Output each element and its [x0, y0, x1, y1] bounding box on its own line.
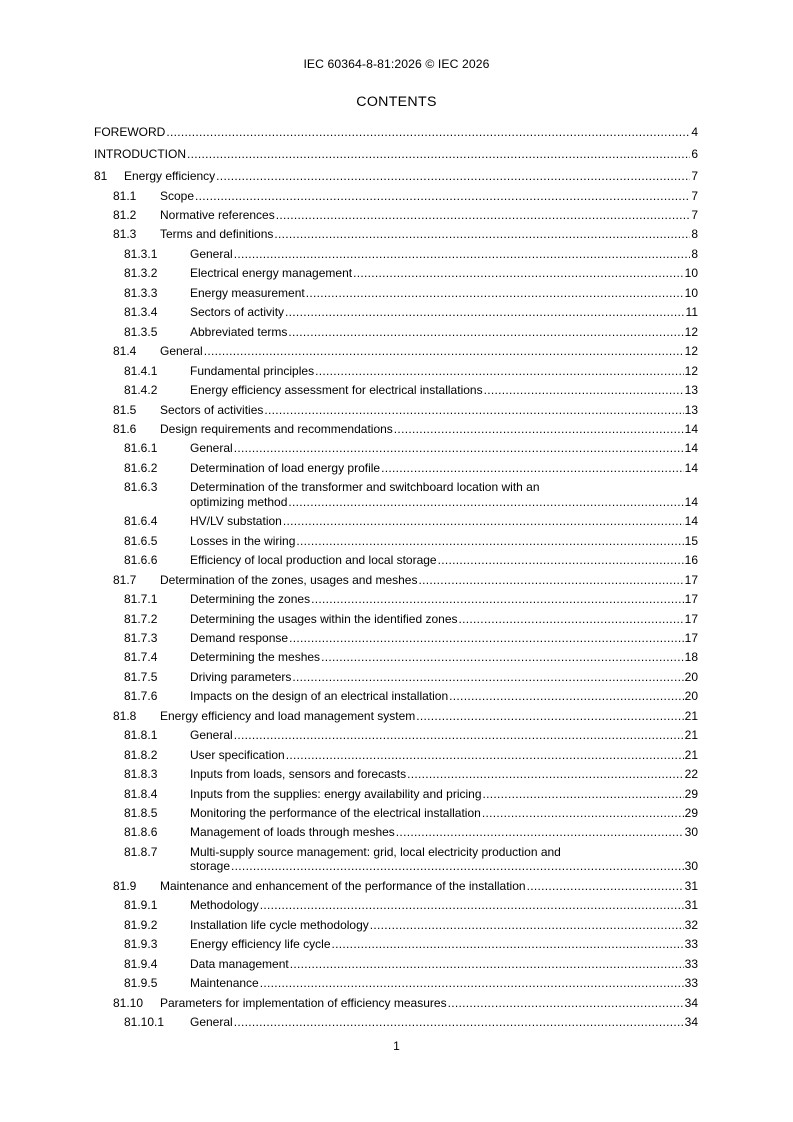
toc-entry-title: Determination of the zones, usages and meshes [160, 572, 418, 587]
toc-entry-title: Data management [190, 956, 289, 971]
toc-entry-number: 81.9 [113, 878, 137, 893]
toc-entry-number: 81.6.6 [124, 553, 158, 568]
toc-entry-title: Monitoring the performance of the electrical installation [190, 806, 481, 820]
toc-entry-title: INTRODUCTION [94, 147, 186, 162]
toc-leader-dots [381, 461, 684, 475]
toc-leader-dots [332, 937, 684, 951]
toc-leader-dots [418, 573, 683, 587]
toc-leader-dots [296, 534, 683, 548]
toc-entry-page: 33 [684, 937, 698, 952]
toc-entry-number: 81.8.6 [124, 825, 158, 840]
toc-leader-dots [527, 879, 684, 893]
toc-entry-number: 81.7.5 [124, 669, 158, 684]
toc-leader-dots [234, 441, 684, 455]
toc-entry-number: 81.8.1 [124, 728, 158, 743]
toc-entry-number: 81.7.2 [124, 611, 158, 626]
toc-leader-dots [448, 996, 684, 1010]
toc-entry-title: Scope [160, 188, 195, 203]
toc-entry-page: 6 [691, 147, 698, 162]
toc-leader-dots [283, 514, 684, 528]
toc-entry-title: Fundamental principles [190, 363, 315, 378]
toc-entry-title: Determining the usages within the identified zones [190, 611, 458, 626]
toc-entry-number: 81.10 [113, 995, 144, 1010]
toc-entry-number: 81.7.1 [124, 592, 158, 607]
toc-leader-dots [321, 650, 684, 664]
toc-entry-title: Energy measurement [190, 285, 305, 300]
toc-entry-title: Energy efficiency [124, 169, 216, 184]
toc-entry-page: 21 [684, 747, 698, 762]
toc-entry-title: General [190, 441, 233, 456]
toc-entry-title: Sectors of activity [190, 305, 285, 320]
page-number: 1 [393, 1039, 400, 1053]
toc-entry-page: 17 [684, 611, 698, 626]
toc-entry-number: 81.8.3 [124, 767, 158, 782]
toc-leader-dots [234, 247, 691, 261]
toc-entry-title-continued: storage [190, 859, 231, 874]
toc-entry-page: 14 [684, 514, 698, 529]
toc-entry-title: Management of loads through meshes [190, 825, 395, 840]
toc-entry-title: Maintenance [190, 976, 259, 991]
toc-leader-dots [285, 305, 685, 319]
toc-entry-title: Inputs from the supplies: energy availability and pricing [190, 786, 482, 801]
toc-entry-number: 81.8.7 [124, 844, 158, 859]
toc-leader-dots [311, 592, 684, 606]
toc-entry-page: 8 [691, 246, 698, 261]
toc-leader-dots [459, 612, 684, 626]
toc-leader-dots [394, 422, 684, 436]
toc-entry-page: 12 [684, 363, 698, 378]
toc-entry-title: General [190, 246, 233, 261]
toc-entry-title: Impacts on the design of an electrical installation [190, 689, 449, 704]
toc-entry-number: 81.7.4 [124, 650, 158, 665]
toc-entry-title: Energy efficiency life cycle [190, 937, 331, 952]
toc-leader-dots [416, 709, 683, 723]
toc-leader-dots [482, 806, 684, 820]
toc-entry-page: 14 [684, 421, 698, 436]
toc-entry-title: Efficiency of local production and local storage [190, 553, 437, 568]
toc-leader-dots [353, 266, 684, 280]
toc-leader-dots [288, 495, 683, 509]
toc-leader-dots [166, 125, 690, 139]
toc-entry-number: 81.4.1 [124, 363, 158, 378]
toc-leader-dots [187, 147, 690, 161]
toc-leader-dots [204, 344, 684, 358]
toc-entry-number: 81.6 [113, 421, 137, 436]
toc-entry-page: 14 [684, 460, 698, 475]
toc-leader-dots [260, 898, 684, 912]
toc-entry-title: Parameters for implementation of efficiency measures [160, 995, 447, 1010]
toc-leader-dots [289, 631, 684, 645]
toc-leader-dots [315, 364, 684, 378]
toc-leader-dots [306, 286, 684, 300]
toc-entry-page: 11 [685, 305, 698, 320]
toc-entry-page: 17 [684, 572, 698, 587]
toc-entry-title: Driving parameters [190, 669, 292, 684]
toc-leader-dots [286, 748, 684, 762]
toc-entry-number: 81.6.5 [124, 533, 158, 548]
toc-entry-page: 13 [684, 383, 698, 398]
toc-entry-number: 81.7 [113, 572, 137, 587]
toc-entry-page: 32 [684, 917, 698, 932]
toc-entry-number: 81.9.3 [124, 937, 158, 952]
toc-entry-title: Terms and definitions [160, 227, 274, 242]
toc-entry-page: 14 [684, 441, 698, 456]
toc-leader-dots [276, 208, 691, 222]
toc-entry-page: 7 [691, 208, 698, 222]
toc-entry-number: 81.9.2 [124, 917, 158, 932]
toc-entry-page: 29 [684, 806, 698, 820]
contents-title: CONTENTS [356, 94, 437, 110]
toc-entry-number: 81.2 [113, 208, 137, 222]
toc-entry-number: 81.10.1 [124, 1015, 165, 1029]
toc-entry-page: 12 [684, 344, 698, 359]
toc-entry-title: Energy efficiency and load management system [160, 708, 416, 723]
toc-leader-dots [288, 325, 683, 339]
toc-entry-page: 33 [684, 956, 698, 971]
toc-leader-dots [370, 918, 684, 932]
toc-entry-number: 81 [94, 169, 108, 184]
toc-entry-number: 81.3.5 [124, 324, 158, 339]
toc-entry-title: Sectors of activities [160, 402, 264, 417]
toc-entry-page: 13 [684, 402, 698, 417]
toc-entry-number: 81.4.2 [124, 383, 158, 398]
toc-entry-number: 81.6.2 [124, 460, 158, 475]
toc-entry-number: 81.3.4 [124, 305, 158, 320]
toc-leader-dots [216, 169, 690, 183]
toc-entry-page: 22 [684, 767, 698, 782]
toc-entry-number: 81.3.3 [124, 285, 158, 300]
toc-entry-title: Demand response [190, 630, 289, 645]
toc-leader-dots [234, 728, 684, 742]
toc-entry-title: Energy efficiency assessment for electrical installations [190, 383, 483, 398]
toc-entry-number: 81.9.4 [124, 956, 158, 971]
toc-entry-title: General [190, 728, 233, 743]
toc-entry-title: Inputs from loads, sensors and forecasts [190, 767, 407, 782]
toc-entry-title: Normative references [160, 208, 275, 222]
toc-entry-page: 12 [684, 324, 698, 339]
toc-entry-page: 10 [684, 285, 698, 300]
toc-entry-page: 4 [691, 125, 698, 139]
toc-leader-dots [264, 403, 683, 417]
toc-entry-page: 29 [684, 786, 698, 801]
toc-entry-page: 34 [684, 1015, 698, 1029]
toc-entry-title: User specification [190, 747, 285, 762]
document-header: IEC 60364-8-81:2026 © IEC 2026 [303, 57, 490, 71]
toc-leader-dots [234, 1015, 684, 1029]
toc-entry-page: 7 [691, 188, 698, 203]
toc-entry-number: 81.6.4 [124, 514, 158, 529]
toc-entry-title: Design requirements and recommendations [160, 421, 393, 436]
toc-entry-title: Determining the zones [190, 592, 311, 607]
toc-entry-page: 30 [684, 825, 698, 840]
toc-entry-number: 81.9.1 [124, 898, 158, 913]
toc-leader-dots [292, 670, 683, 684]
toc-entry-page: 31 [684, 898, 698, 913]
toc-entry-title: Multi-supply source management: grid, local electricity production and [190, 844, 561, 859]
toc-entry-page: 14 [684, 494, 698, 509]
toc-entry-page: 10 [684, 266, 698, 281]
toc-entry-number: 81.8 [113, 708, 137, 723]
toc-leader-dots [274, 227, 690, 241]
toc-entry-title: Abbreviated terms [190, 324, 288, 339]
toc-entry-number: 81.3 [113, 227, 137, 242]
toc-entry-number: 81.8.4 [124, 786, 158, 801]
toc-entry-title: Losses in the wiring [190, 533, 296, 548]
toc-entry-title: Determination of the transformer and switchboard location with an [190, 480, 540, 495]
toc-leader-dots [231, 859, 684, 873]
toc-leader-dots [396, 825, 684, 839]
toc-entry-title: Determination of load energy profile [190, 460, 381, 475]
toc-entry-title-continued: optimizing method [190, 494, 288, 509]
toc-entry-page: 17 [684, 630, 698, 645]
toc-entry-title: General [160, 344, 203, 359]
toc-entry-number: 81.3.2 [124, 266, 158, 281]
toc-entry-number: 81.6.3 [124, 480, 158, 495]
toc-entry-page: 21 [684, 728, 698, 743]
toc-leader-dots [438, 553, 684, 567]
toc-entry-page: 34 [684, 995, 698, 1010]
toc-entry-page: 21 [684, 708, 698, 723]
toc-entry-number: 81.8.5 [124, 806, 158, 820]
toc-entry-title: General [190, 1015, 233, 1029]
toc-leader-dots [290, 957, 684, 971]
toc-entry-title: Maintenance and enhancement of the performance of the installation [160, 878, 526, 893]
toc-entry-page: 20 [684, 689, 698, 704]
toc-entry-title: Electrical energy management [190, 266, 353, 281]
toc-entry-number: 81.7.3 [124, 630, 158, 645]
toc-entry-page: 17 [684, 592, 698, 607]
toc-entry-page: 31 [684, 878, 698, 893]
toc-entry-page: 7 [691, 169, 698, 184]
toc-entry-number: 81.1 [113, 188, 137, 203]
toc-leader-dots [407, 767, 684, 781]
toc-leader-dots [260, 976, 684, 990]
toc-entry-title: Determining the meshes [190, 650, 321, 665]
toc-entry-number: 81.7.6 [124, 689, 158, 704]
toc-leader-dots [484, 383, 684, 397]
toc-entry-number: 81.6.1 [124, 441, 158, 456]
toc-entry-page: 15 [684, 533, 698, 548]
toc-entry-title: Methodology [190, 898, 259, 913]
toc-entry-page: 16 [684, 553, 698, 568]
toc-entry-number: 81.8.2 [124, 747, 158, 762]
toc-entry-number: 81.4 [113, 344, 137, 359]
toc-entry-title: FOREWORD [94, 125, 166, 139]
toc-entry-page: 18 [684, 650, 698, 665]
toc-leader-dots [449, 689, 683, 703]
toc-entry-title: Installation life cycle methodology [190, 917, 369, 932]
toc-entry-page: 20 [684, 669, 698, 684]
toc-leader-dots [195, 189, 690, 203]
toc-entry-number: 81.5 [113, 402, 137, 417]
toc-entry-number: 81.3.1 [124, 246, 158, 261]
toc-entry-title: HV/LV substation [190, 514, 282, 529]
toc-entry-page: 8 [691, 227, 698, 242]
toc-entry-number: 81.9.5 [124, 976, 158, 991]
toc-leader-dots [483, 787, 684, 801]
toc-entry-page: 30 [684, 859, 698, 874]
toc-entry-page: 33 [684, 976, 698, 991]
